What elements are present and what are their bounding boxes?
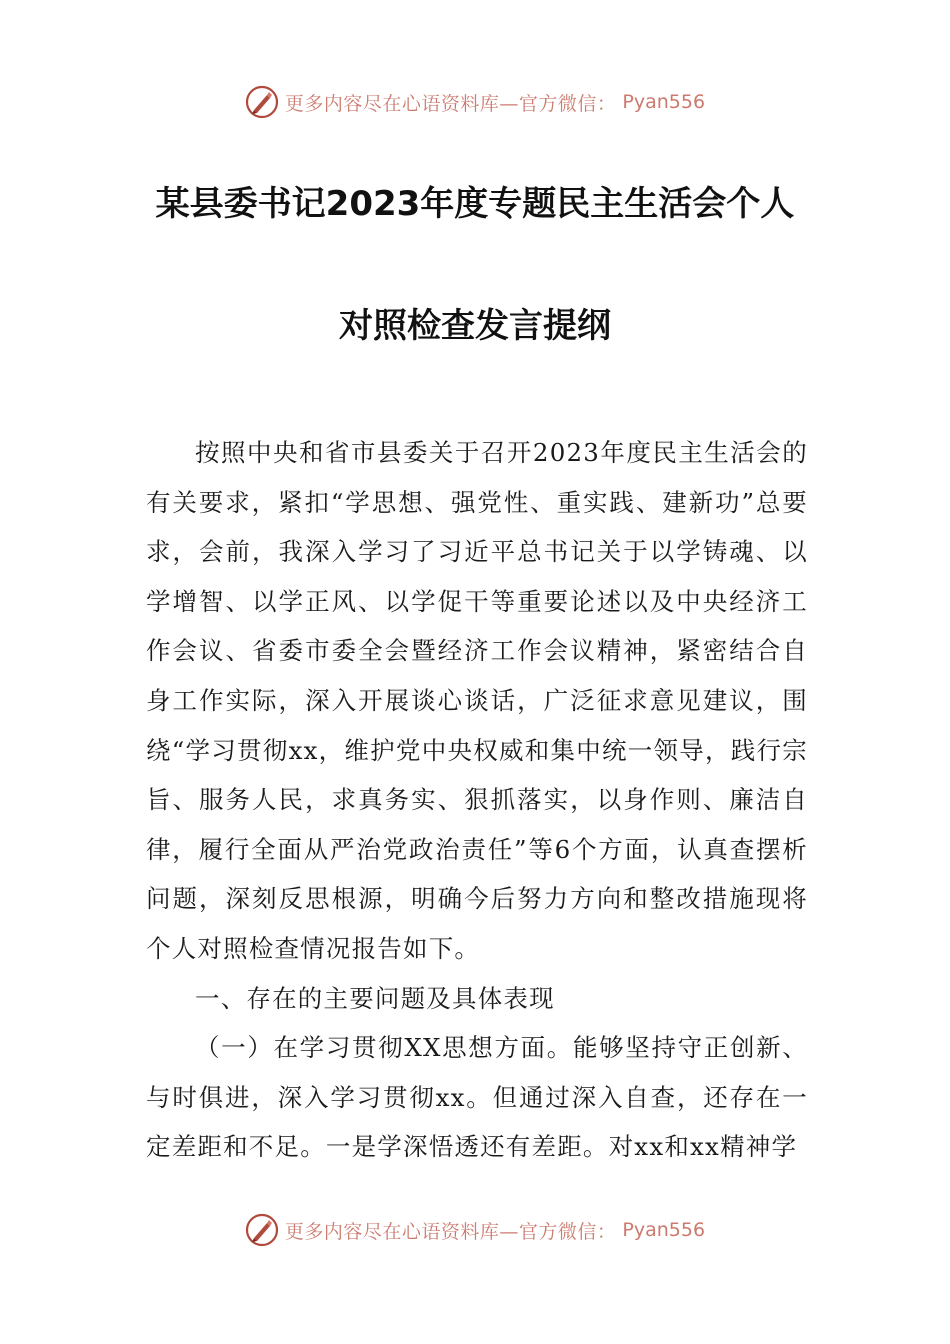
watermark-banner-top xyxy=(0,82,950,122)
watermark-text: 更多内容尽在心语资料库—官方微信： xyxy=(284,92,617,115)
paragraph-section-1: （一）在学习贯彻XX思想方面。能够坚持守正创新、与时俱进，深入学习贯彻xx。但通过深入自查，还存在一定差距和不足。一是学深悟透还有差距。对xx和xx精神学 xyxy=(146,1033,808,1162)
paragraph-intro: 按照中央和省市县委关于召开2023年度民主生活会的有关要求，紧扣“学思想、强党性、重实践、建新功”总要求，会前，我深入学习了习近平总书记关于以学铸魂、以学增智、以学正风、以学促干等重要论述以及中央经济工作会议、省委市委全会暨经济工作会议精神，紧密结合自身工作实际，深入开展谈心谈话，广泛征求意见建议，围绕“学习贯彻xx，维护党中央权威和集中统一领导，践行宗旨、服务人民，求真务实、狠抓落实，以身作则、廉洁自律，履行全面从严治党政治责任”等6个方面，认真查摆析问题，深刻反思根源，明确今后努力方向和整改措施现将个人对照检查情况报告如下。 xyxy=(146,438,808,963)
pen-logo-icon xyxy=(245,1213,279,1247)
watermark-account: Pyan556 xyxy=(622,91,706,113)
document-title-line-1: 某县委书记2023年度专题民主生活会个人 xyxy=(155,184,795,224)
section-heading-1: 一、存在的主要问题及具体表现 xyxy=(195,983,555,1013)
watermark-account: Pyan556 xyxy=(622,1219,706,1241)
pen-logo-icon xyxy=(245,85,279,119)
watermark-text: 更多内容尽在心语资料库—官方微信： xyxy=(284,1220,617,1243)
document-body xyxy=(146,428,808,1172)
document-title-line-2: 对照检查发言提纲 xyxy=(339,306,611,346)
watermark-banner-bottom xyxy=(0,1210,950,1250)
